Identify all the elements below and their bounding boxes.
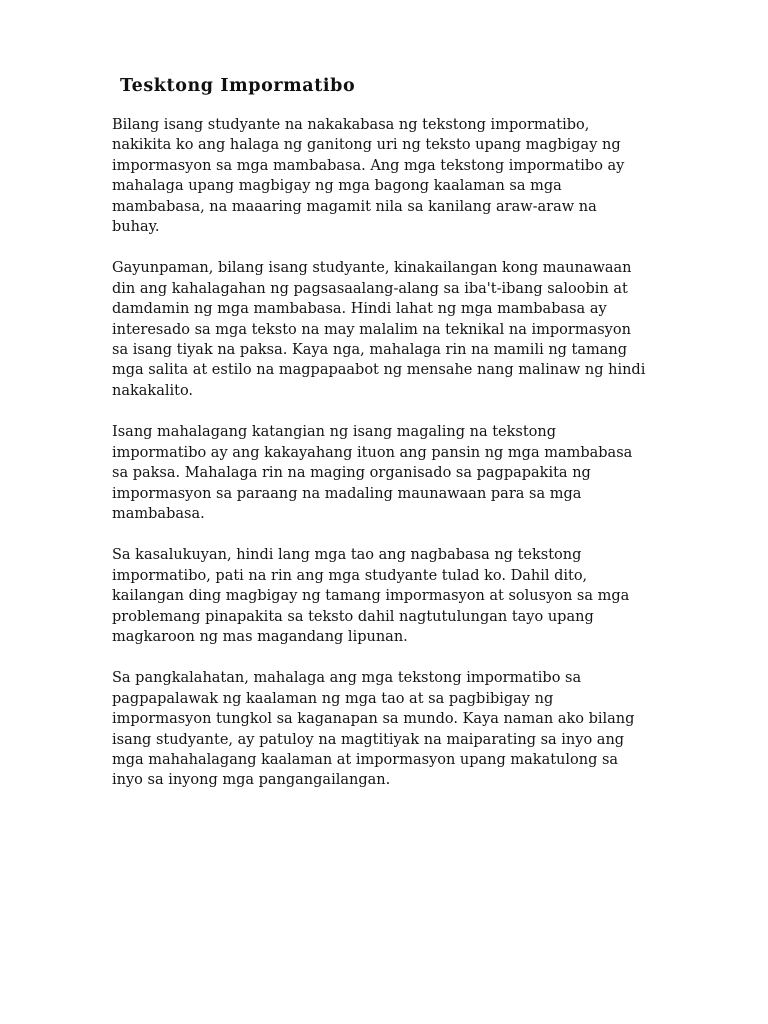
text-line: Sa pangkalahatan, mahalaga ang mga tekstong impormatibo sa: [112, 670, 582, 687]
paragraph-2: [112, 258, 672, 401]
document-body: [112, 115, 672, 812]
text-line: impormasyon sa mga mambabasa. Ang mga tekstong impormatibo ay: [112, 157, 625, 174]
paragraph-3: [112, 422, 672, 524]
text-line: Gayunpaman, bilang isang studyante, kinakailangan kong maunawaan: [112, 260, 632, 277]
text-line: Bilang isang studyante na nakakabasa ng tekstong impormatibo,: [112, 117, 590, 133]
text-line: impormasyon tungkol sa kaganapan sa mundo. Kaya naman ako bilang: [112, 711, 635, 728]
text-line: pagpapalawak ng kaalaman ng mga tao at sa pagbibigay ng: [112, 690, 554, 707]
text-line: problemang pinapakita sa teksto dahil nagtutulungan tayo upang: [112, 608, 594, 625]
text-line: mahalaga upang magbigay ng mga bagong kaalaman sa mga: [112, 178, 562, 195]
text-line: magkaroon ng mas magandang lipunan.: [112, 628, 408, 645]
paragraph-4: [112, 545, 672, 647]
text-line: impormasyon sa paraang na madaling maunawaan para sa mga: [112, 485, 582, 502]
text-line: damdamin ng mga mambabasa. Hindi lahat ng mga mambabasa ay: [112, 301, 607, 318]
text-line: mga mahahalagang kaalaman at impormasyon upang makatulong sa: [112, 751, 619, 768]
text-line: sa paksa. Mahalaga rin na maging organisado sa pagpapakita ng: [112, 465, 591, 482]
text-line: Isang mahalagang katangian ng isang magaling na tekstong: [112, 424, 557, 441]
text-line: din ang kahalagahan ng pagsasaalang-alang sa iba't-ibang saloobin at: [112, 280, 628, 297]
text-line: buhay.: [112, 219, 160, 236]
text-line: nakakalito.: [112, 382, 194, 399]
paragraph-5: [112, 668, 672, 790]
text-line: kailangan ding magbigay ng tamang impormasyon at solusyon sa mga: [112, 588, 630, 605]
text-line: mambabasa, na maaaring magamit nila sa kanilang araw-araw na: [112, 198, 597, 215]
document-title: Tesktong Impormatibo: [120, 76, 356, 96]
text-line: impormatibo, pati na rin ang mga studyante tulad ko. Dahil dito,: [112, 567, 588, 584]
text-line: interesado sa mga teksto na may malalim na teknikal na impormasyon: [112, 321, 631, 338]
paragraph-1: [112, 115, 672, 237]
text-line: inyo sa inyong mga pangangailangan.: [112, 772, 391, 789]
text-line: mga salita at estilo na magpapaabot ng mensahe nang malinaw ng hindi: [112, 362, 646, 379]
text-line: impormatibo ay ang kakayahang ituon ang pansin ng mga mambabasa: [112, 444, 633, 461]
text-line: nakikita ko ang halaga ng ganitong uri ng teksto upang magbigay ng: [112, 137, 621, 154]
text-line: sa isang tiyak na paksa. Kaya nga, mahalaga rin na mamili ng tamang: [112, 342, 628, 359]
text-line: Sa kasalukuyan, hindi lang mga tao ang nagbabasa ng tekstong: [112, 547, 582, 564]
text-line: isang studyante, ay patuloy na magtitiyak na maiparating sa inyo ang: [112, 731, 625, 748]
text-line: mambabasa.: [112, 505, 205, 522]
